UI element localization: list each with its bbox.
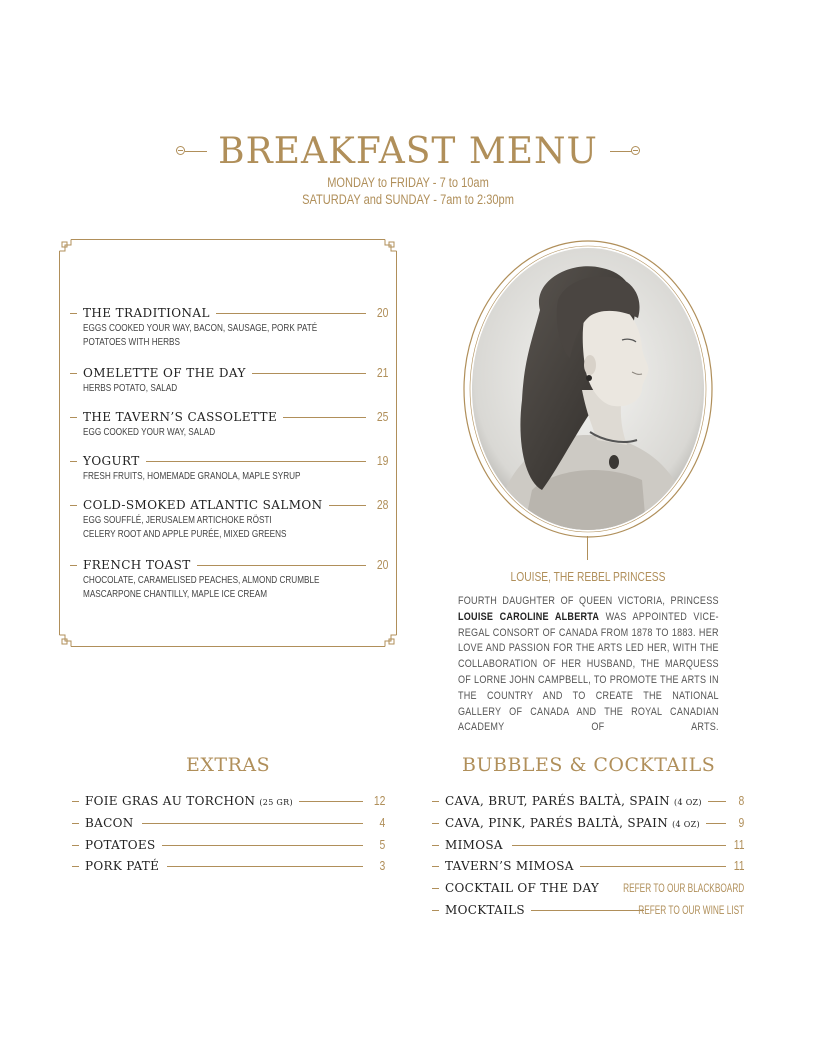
item-description: EGG COOKED YOUR WAY, SALAD xyxy=(83,426,216,438)
extras-item xyxy=(72,815,385,831)
bubbles-item xyxy=(432,793,744,809)
item-name: THE TRADITIONAL xyxy=(83,305,216,321)
extras-item xyxy=(72,793,385,809)
item-description: EGGS COOKED YOUR WAY, BACON, SAUSAGE, PORK PATÉ xyxy=(83,322,318,334)
item-name: FRENCH TOAST xyxy=(83,557,197,573)
item-price: 20 xyxy=(376,305,388,320)
bubbles-item-name: COCKTAIL OF THE DAY xyxy=(445,880,605,896)
extras-item-price: 3 xyxy=(379,858,385,873)
bubbles-item-price: 11 xyxy=(733,858,744,873)
bubbles-item xyxy=(432,880,744,896)
item-name: THE TAVERN’S CASSOLETTE xyxy=(83,409,283,425)
extras-item xyxy=(72,837,385,853)
menu-item xyxy=(70,557,388,601)
bubbles-item-reference: REFER TO OUR BLACKBOARD xyxy=(622,883,744,895)
ornament-right-line xyxy=(610,151,632,152)
item-description: HERBS POTATO, SALAD xyxy=(83,382,178,394)
ornament-left-icon xyxy=(176,146,185,155)
bubbles-item-name: CAVA, PINK, PARÉS BALTÀ, SPAIN (4 OZ) xyxy=(445,815,706,833)
menu-title: BREAKFAST MENU xyxy=(218,131,598,172)
bubbles-title: BUBBLES & COCKTAILS xyxy=(462,754,716,776)
item-name: COLD-SMOKED ATLANTIC SALMON xyxy=(83,497,329,513)
ornament-left-line xyxy=(185,151,207,152)
bubbles-item-name: TAVERN’S MIMOSA xyxy=(445,858,580,874)
portrait-frame xyxy=(462,240,714,538)
bio-name: LOUISE CAROLINE ALBERTA xyxy=(458,610,600,623)
item-name: OMELETTE OF THE DAY xyxy=(83,365,252,381)
item-description-2: CELERY ROOT AND APPLE PURÉE, MIXED GREENS xyxy=(83,528,287,540)
extras-item-name: POTATOES xyxy=(85,837,162,853)
menu-item xyxy=(70,365,388,395)
menu-item xyxy=(70,453,388,483)
princess-biography xyxy=(458,594,719,736)
bubbles-item-price: 11 xyxy=(733,837,744,852)
menu-item xyxy=(70,305,388,349)
bubbles-item-name: MIMOSA xyxy=(445,837,509,853)
weekday-hours: MONDAY to FRIDAY - 7 to 10am xyxy=(327,175,489,190)
extras-item-price: 12 xyxy=(373,793,385,808)
extras-item-price: 5 xyxy=(379,837,385,852)
menu-header xyxy=(0,130,816,208)
bubbles-item-price: 8 xyxy=(738,793,744,808)
bubbles-item xyxy=(432,815,744,831)
item-price: 21 xyxy=(376,365,388,380)
bubbles-item-name: MOCKTAILS xyxy=(445,902,531,918)
bubbles-item xyxy=(432,837,744,853)
bubbles-item-name: CAVA, BRUT, PARÉS BALTÀ, SPAIN (4 OZ) xyxy=(445,793,708,811)
bubbles-item xyxy=(432,902,744,918)
princess-portrait-icon xyxy=(462,240,714,538)
caption-connector xyxy=(587,536,588,560)
item-name: YOGURT xyxy=(83,453,146,469)
bio-text-1: FOURTH DAUGHTER OF QUEEN VICTORIA, PRINCESS xyxy=(458,595,719,607)
item-price: 28 xyxy=(376,497,388,512)
item-description: EGG SOUFFLÉ, JERUSALEM ARTICHOKE RÖSTI xyxy=(83,514,272,526)
portrait-caption: LOUISE, THE REBEL PRINCESS xyxy=(510,570,666,584)
item-description: FRESH FRUITS, HOMEMADE GRANOLA, MAPLE SYRUP xyxy=(83,470,301,482)
item-description-2: MASCARPONE CHANTILLY, MAPLE ICE CREAM xyxy=(83,588,268,600)
extras-item-price: 4 xyxy=(379,815,385,830)
menu-item xyxy=(70,409,388,439)
menu-item xyxy=(70,497,388,541)
bubbles-item-price: 9 xyxy=(738,815,744,830)
weekend-hours: SATURDAY and SUNDAY - 7am to 2:30pm xyxy=(302,192,514,207)
item-price: 20 xyxy=(376,557,388,572)
extras-item xyxy=(72,858,385,874)
extras-item-name: FOIE GRAS AU TORCHON (25 GR) xyxy=(85,793,299,811)
item-price: 25 xyxy=(376,409,388,424)
item-description: CHOCOLATE, CARAMELISED PEACHES, ALMOND CRUMBLE xyxy=(83,574,320,586)
bio-text-2: WAS APPOINTED VICE-REGAL CONSORT OF CANADA FROM 1878 TO 1883. HER LOVE AND PASSION FOR THE ARTS LED HER, WITH THE COLLABORATION OF HER HUSBAND, THE MARQUESS OF LORNE JOHN CAMPBELL, TO PROMOTE THE ARTS IN THE COUNTRY AND TO CREATE THE NATIONAL GALLERY OF CANADA AND THE ROYAL CANADIAN ACADEMY OF ARTS. xyxy=(458,610,719,734)
extras-item-name: PORK PATÉ xyxy=(85,858,165,874)
item-description-2: POTATOES WITH HERBS xyxy=(83,336,180,348)
extras-item-name: BACON xyxy=(85,815,140,831)
item-price: 19 xyxy=(376,453,388,468)
extras-title: EXTRAS xyxy=(186,754,271,776)
bubbles-item xyxy=(432,858,744,874)
bubbles-item-reference: REFER TO OUR WINE LIST xyxy=(638,905,744,917)
ornament-right-icon xyxy=(631,146,640,155)
